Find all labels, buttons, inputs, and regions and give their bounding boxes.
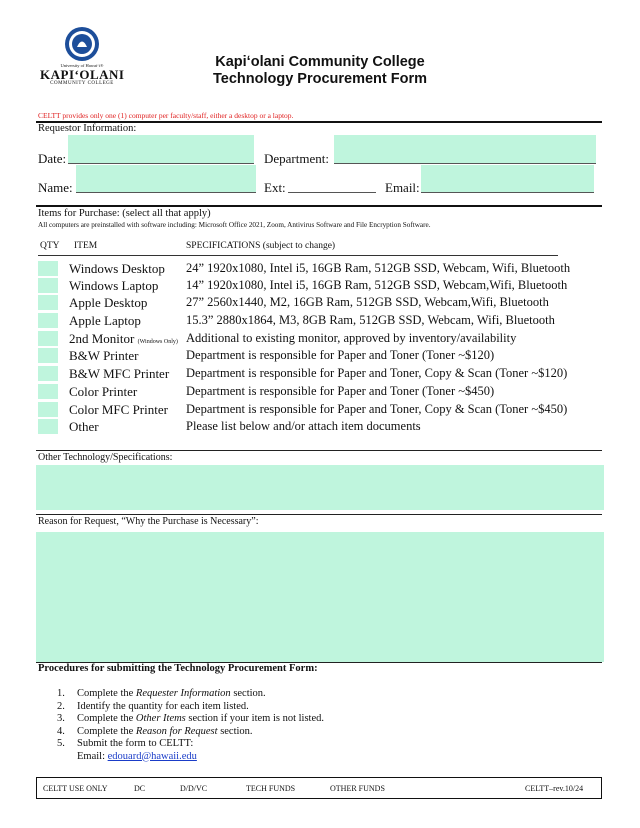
qty-field[interactable] bbox=[38, 366, 58, 381]
item-spec: 15.3” 2880x1864, M3, 8GB Ram, 512GB SSD, Webcam, Wifi, Bluetooth bbox=[186, 313, 555, 327]
item-spec: 27” 2560x1440, M2, 16GB Ram, 512GB SSD, Webcam,Wifi, Bluetooth bbox=[186, 295, 549, 309]
divider-other-tech bbox=[36, 450, 602, 451]
item-spec: Please list below and/or attach item documents bbox=[186, 419, 421, 433]
name-underline bbox=[76, 192, 256, 193]
list-item bbox=[38, 348, 604, 365]
column-header-rule bbox=[38, 255, 558, 256]
logo-university: University of Hawai‘i® bbox=[60, 63, 104, 68]
celtt-email-link[interactable]: edouard@hawaii.edu bbox=[107, 750, 197, 762]
email-label: Email: bbox=[385, 180, 420, 195]
item-spec: Department is responsible for Paper and Toner (Toner ~$120) bbox=[186, 348, 495, 362]
item-spec: 14” 1920x1080, Intel i5, 16GB Ram, 512GB SSD, Webcam,Wifi, Bluetooth bbox=[186, 278, 568, 292]
department-field[interactable] bbox=[334, 135, 596, 164]
footer-use-only: CELTT USE ONLY bbox=[43, 784, 108, 793]
procedure-email-line bbox=[57, 751, 457, 764]
divider-reason bbox=[36, 514, 602, 515]
reason-label: Reason for Request, “Why the Purchase is Necessary”: bbox=[38, 516, 259, 527]
step-number: 4. bbox=[57, 725, 65, 737]
ext-field[interactable] bbox=[288, 192, 376, 193]
item-name: Other bbox=[69, 419, 99, 434]
column-item: ITEM bbox=[74, 241, 98, 251]
procedure-step bbox=[57, 701, 457, 714]
logo-college-name: KAPI‘OLANI bbox=[40, 67, 125, 82]
step-emphasis: Requester Information bbox=[135, 688, 231, 699]
qty-field[interactable] bbox=[38, 331, 58, 346]
list-item bbox=[38, 384, 604, 401]
item-name bbox=[69, 331, 178, 347]
item-name: B&W Printer bbox=[69, 348, 139, 363]
step-text: Submit the form to CELTT: bbox=[77, 738, 194, 749]
list-item bbox=[38, 366, 604, 383]
procedure-step bbox=[57, 688, 457, 701]
qty-field[interactable] bbox=[38, 419, 58, 434]
step-text-end: section. bbox=[217, 725, 253, 737]
qty-field[interactable] bbox=[38, 402, 58, 417]
footer-tech-funds: TECH FUNDS bbox=[246, 784, 296, 793]
list-item bbox=[38, 295, 604, 312]
date-label: Date: bbox=[38, 151, 67, 166]
step-text-end: section if your item is not listed. bbox=[185, 713, 325, 724]
items-note: All computers are preinstalled with software including: Microsoft Office 2021, Zoom, Antivirus Software and File Encryption Software. bbox=[38, 221, 431, 229]
items-heading: Items for Purchase: (select all that apply) bbox=[38, 208, 211, 219]
procedure-step bbox=[57, 713, 457, 726]
list-item bbox=[38, 313, 604, 330]
reason-field[interactable] bbox=[36, 532, 604, 662]
footer-revision: CELTT–rev.10/24 bbox=[525, 784, 584, 793]
email-field[interactable] bbox=[421, 165, 594, 193]
college-seal-icon bbox=[64, 26, 100, 62]
list-item bbox=[38, 419, 604, 436]
qty-field[interactable] bbox=[38, 384, 58, 399]
item-name: Windows Desktop bbox=[69, 261, 165, 276]
item-name-text: 2nd Monitor bbox=[69, 331, 135, 346]
list-item bbox=[38, 402, 604, 419]
item-name: Apple Desktop bbox=[69, 295, 148, 310]
step-number: 5. bbox=[57, 738, 65, 749]
date-underline bbox=[68, 163, 254, 164]
footer-ddvc: D/D/VC bbox=[180, 784, 208, 793]
item-spec: Department is responsible for Paper and Toner, Copy & Scan (Toner ~$450) bbox=[186, 402, 568, 416]
requestor-heading: Requestor Information: bbox=[38, 123, 137, 134]
footer-other-funds: OTHER FUNDS bbox=[330, 784, 385, 793]
procedures-list bbox=[57, 688, 457, 763]
department-label: Department: bbox=[264, 151, 329, 166]
step-text: Complete the bbox=[77, 713, 136, 724]
title-form: Technology Procurement Form bbox=[212, 71, 428, 87]
item-spec: Department is responsible for Paper and Toner (Toner ~$450) bbox=[186, 384, 495, 398]
email-underline bbox=[421, 192, 594, 193]
title-college: Kapiʻolani Community College bbox=[215, 54, 425, 70]
name-label: Name: bbox=[38, 180, 73, 195]
email-prefix: Email: bbox=[77, 750, 108, 762]
item-name: Windows Laptop bbox=[69, 278, 159, 293]
logo-community-college: COMMUNITY COLLEGE bbox=[50, 81, 114, 86]
college-logo bbox=[40, 26, 124, 90]
date-field[interactable] bbox=[68, 135, 254, 164]
name-field[interactable] bbox=[76, 165, 256, 193]
item-name: Apple Laptop bbox=[69, 313, 141, 328]
divider-requestor bbox=[36, 205, 602, 207]
step-emphasis: Reason for Request bbox=[135, 725, 218, 737]
qty-field[interactable] bbox=[38, 313, 58, 328]
qty-field[interactable] bbox=[38, 278, 58, 293]
procedure-step bbox=[57, 738, 457, 751]
item-name: B&W MFC Printer bbox=[69, 366, 170, 381]
item-name: Color MFC Printer bbox=[69, 402, 168, 417]
notice-text: CELTT provides only one (1) computer per faculty/staff, either a desktop or a laptop. bbox=[38, 111, 294, 120]
step-text: Complete the bbox=[77, 725, 136, 737]
column-qty: QTY bbox=[40, 241, 60, 251]
ext-label: Ext: bbox=[264, 180, 286, 195]
footer-dc: DC bbox=[134, 784, 146, 793]
step-text: Identify the quantity for each item listed. bbox=[77, 700, 249, 712]
item-spec: 24” 1920x1080, Intel i5, 16GB Ram, 512GB SSD, Webcam, Wifi, Bluetooth bbox=[186, 261, 571, 275]
list-item bbox=[38, 331, 604, 348]
list-item bbox=[38, 261, 604, 278]
step-number: 3. bbox=[57, 713, 65, 724]
step-number: 2. bbox=[57, 700, 65, 712]
step-text: Complete the bbox=[77, 688, 136, 699]
page-title bbox=[170, 54, 470, 88]
qty-field[interactable] bbox=[38, 261, 58, 276]
other-tech-label: Other Technology/Specifications: bbox=[38, 452, 173, 463]
list-item bbox=[38, 278, 604, 295]
department-underline bbox=[334, 163, 596, 164]
item-name-note: (Windows Only) bbox=[137, 339, 178, 345]
office-use-footer bbox=[36, 777, 602, 799]
other-tech-field[interactable] bbox=[36, 465, 604, 510]
qty-field[interactable] bbox=[38, 348, 58, 363]
step-number: 1. bbox=[57, 688, 65, 699]
item-spec: Department is responsible for Paper and Toner, Copy & Scan (Toner ~$120) bbox=[186, 366, 568, 380]
qty-field[interactable] bbox=[38, 295, 58, 310]
column-specifications: SPECIFICATIONS (subject to change) bbox=[186, 241, 336, 251]
item-name: Color Printer bbox=[69, 384, 138, 399]
procedure-step bbox=[57, 726, 457, 739]
procedures-heading: Procedures for submitting the Technology Procurement Form: bbox=[38, 663, 318, 674]
item-spec: Additional to existing monitor, approved by inventory/availability bbox=[186, 331, 517, 345]
step-text-end: section. bbox=[230, 688, 266, 699]
step-emphasis: Other Items bbox=[135, 713, 186, 724]
